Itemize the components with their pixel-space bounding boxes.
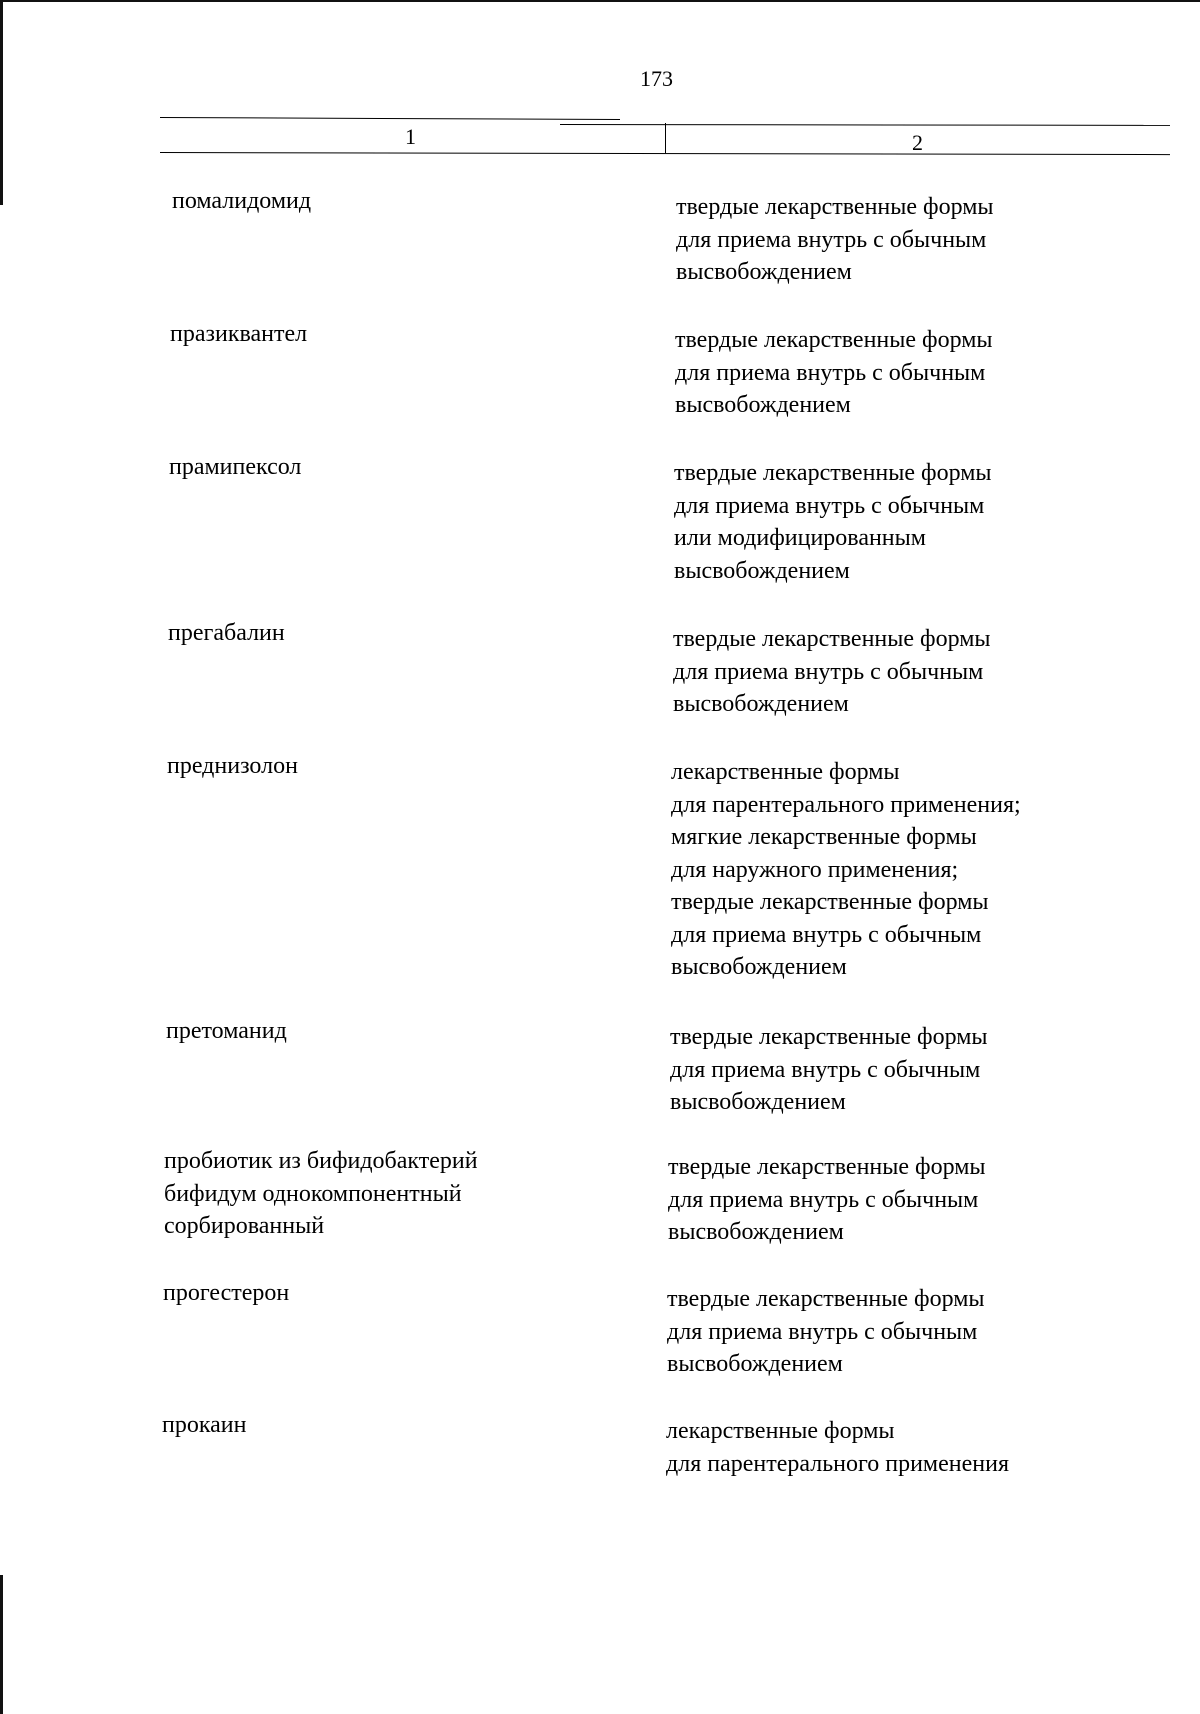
drug-name [167,750,597,783]
drug-name [163,1277,593,1310]
dosage-form-line: твердые лекарственные формы [674,460,992,486]
dosage-forms [668,1151,1148,1249]
dosage-form-line: высвобождением [668,1219,844,1245]
dosage-forms [667,1283,1147,1381]
dosage-form-line: для приема внутрь с обычным [668,1186,979,1213]
dosage-form-line: твердые лекарственные формы [675,327,993,353]
dosage-form-line: мягкие лекарственные формы [671,824,977,850]
drug-name-line: прогестерон [163,1280,290,1306]
dosage-form-line: высвобождением [667,1351,843,1377]
dosage-forms [671,756,1151,984]
header-rule-top-left [160,117,620,120]
column-header-1: 1 [405,124,416,149]
drug-name-line: празиквантел [170,321,308,347]
drug-name-line: сорбированный [164,1213,325,1239]
column-header-2: 2 [912,130,923,155]
dosage-form-line: твердые лекарственные формы [668,1154,986,1180]
drug-name [162,1409,592,1442]
dosage-form-line: для приема внутрь с обычным [670,1056,981,1083]
drug-name [168,617,598,650]
dosage-forms [676,191,1156,289]
drug-name-line: бифидум однокомпонентный [164,1180,462,1207]
dosage-form-line: или модифицированным [674,525,926,551]
dosage-form-line: высвобождением [676,259,852,285]
dosage-form-line: твердые лекарственные формы [673,626,991,652]
dosage-form-line: высвобождением [670,1089,846,1115]
header-column-divider [665,123,666,153]
dosage-form-line: для приема внутрь с обычным [667,1318,978,1345]
dosage-form-line: лекарственные формы [671,759,900,785]
dosage-form-line: высвобождением [673,691,849,717]
drug-name [172,185,602,218]
drug-name-line: пробиотик из бифидобактерий [164,1148,478,1174]
dosage-forms [675,324,1155,422]
drug-name [166,1015,596,1048]
dosage-form-line: для приема внутрь с обычным [674,492,985,519]
dosage-form-line: для приема внутрь с обычным [675,359,986,386]
dosage-forms [674,457,1154,587]
dosage-form-line: лекарственные формы [666,1418,895,1444]
page-number: 173 [640,66,673,91]
drug-name-line: преднизолон [167,753,298,779]
dosage-form-line: высвобождением [674,557,850,584]
dosage-form-line: твердые лекарственные формы [671,889,989,915]
drug-name-line: претоманид [166,1018,287,1044]
scan-edge-left-top [0,0,3,205]
dosage-form-line: для приема внутрь с обычным [673,658,984,685]
dosage-form-line: высвобождением [671,954,847,980]
dosage-forms [673,623,1153,721]
scan-edge-top [0,0,1200,2]
dosage-form-line: для парентерального применения; [671,791,1021,818]
dosage-forms [670,1021,1150,1119]
dosage-form-line: для приема внутрь с обычным [671,921,982,948]
drug-name-line: прамипексол [169,454,302,480]
drug-name-line: прокаин [162,1412,247,1438]
dosage-forms [666,1415,1146,1480]
drug-name-line: прегабалин [168,620,285,646]
header-rule-top-right [560,124,1170,126]
drug-name-line: помалидомид [172,188,312,214]
drug-name [164,1145,594,1243]
drug-name [170,318,600,351]
dosage-form-line: твердые лекарственные формы [676,194,994,220]
dosage-form-line: для наружного применения; [671,856,959,883]
drug-name [169,451,599,484]
dosage-form-line: для приема внутрь с обычным [676,226,987,253]
dosage-form-line: высвобождением [675,392,851,418]
dosage-form-line: твердые лекарственные формы [670,1024,988,1050]
scan-edge-left-bottom [0,1575,3,1714]
dosage-form-line: твердые лекарственные формы [667,1286,985,1312]
dosage-form-line: для парентерального применения [666,1450,1009,1477]
